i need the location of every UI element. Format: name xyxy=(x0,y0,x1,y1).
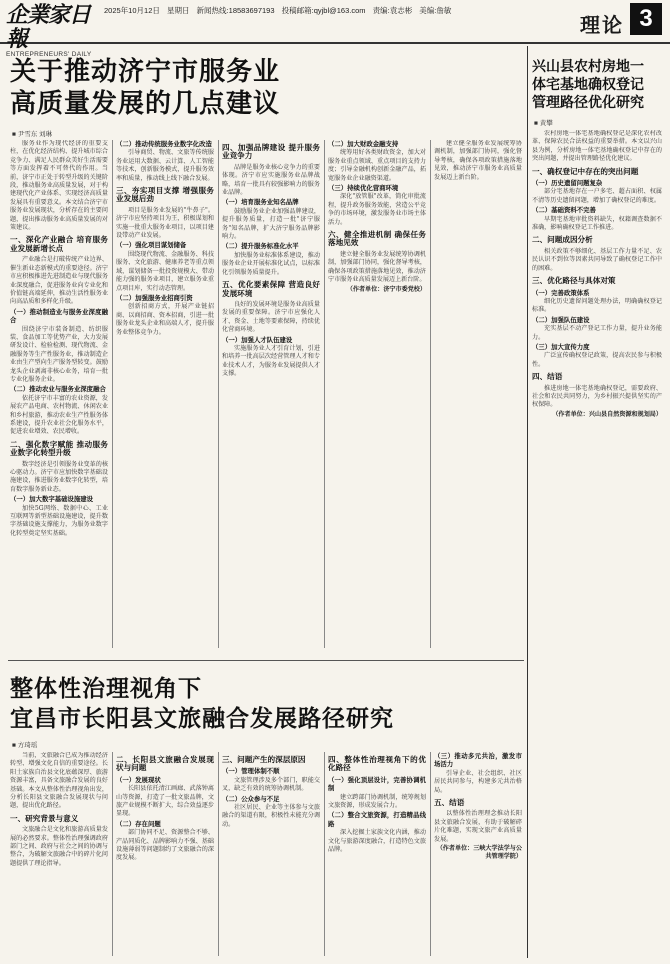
article1-title-line2: 高质量发展的几点建议 xyxy=(10,89,281,119)
news-hotline: 新闻热线:18583697193 xyxy=(196,6,275,15)
article2-author-note: （作者单位：三峡大学法学与公共管理学院） xyxy=(436,845,522,861)
column-divider xyxy=(112,140,113,648)
issue-date: 2025年10月12日 xyxy=(104,6,160,15)
paragraph: 引导商贸、物流、文旅等传统服务业运用大数据、云计算、人工智能等技术，创新服务模式，提升服务效率和质量，推动线上线下融合发展。 xyxy=(116,149,214,182)
column-divider xyxy=(324,140,325,648)
paragraph: 鼓励服务业企业加强品牌建设，提升服务质量，打造一批"济宁服务"知名品牌，扩大济宁服务品牌影响力。 xyxy=(222,207,320,241)
paragraph: 实施服务业人才引育计划，引进和培养一批高层次经营管理人才和专业技术人才，为服务业发展提供人才支撑。 xyxy=(222,344,320,378)
article3-byline: ■ 黄攀 xyxy=(534,120,553,127)
masthead xyxy=(0,0,670,58)
paragraph: 长阳县依托清江画廊、武落钟离山等资源，打造了一批文旅品牌，文旅产业规模不断扩大，综合效益逐步显现。 xyxy=(116,785,214,818)
subsection-heading: （二）加强服务业招商引资 xyxy=(116,293,193,302)
subsection-heading: （二）公众参与不足 xyxy=(222,794,280,803)
article1-column-5 xyxy=(434,140,522,650)
subsection-heading: （二）加大财政金融支持 xyxy=(328,140,399,148)
article3-title-line1: 兴山县农村房地一 xyxy=(532,59,644,75)
section-title: 理论 xyxy=(580,13,624,37)
section-heading: 四、整体性治理视角下的优化路径 xyxy=(328,755,426,773)
paragraph: 早期宅基地审批资料缺失，权籍调查数据不准确，影响确权登记工作推进。 xyxy=(532,215,662,232)
subsection-heading: （一）管理体制不顺 xyxy=(222,767,280,776)
article1-column-4 xyxy=(328,140,426,650)
paragraph: 项目是服务业发展的"牛鼻子"。济宁市应坚持项目为王，积极谋划和实施一批重大服务业项目，以项目建设带动产业发展。 xyxy=(116,206,214,240)
logo-chinese: 企業家日報 xyxy=(6,2,91,52)
column-divider xyxy=(430,752,431,956)
paragraph: 统筹用好各类财政资金，加大对服务业重点领域、重点项目的支持力度；引导金融机构创新金融产品，拓宽服务业企业融资渠道。 xyxy=(328,149,426,182)
paragraph: 推进房地一体宅基地确权登记，需要政府、社会和农民共同努力，为乡村振兴提供坚实的产权保障。 xyxy=(532,384,662,409)
paragraph: 品牌是服务业核心竞争力的重要体现。济宁市应实施服务业品牌战略，培育一批具有较强影响力的服务业品牌。 xyxy=(222,163,320,197)
article1-title-line1: 关于推动济宁市服务业 xyxy=(10,57,281,87)
article1-column-1 xyxy=(10,140,108,650)
subsection-heading: （二）推动传统服务业数字化改造 xyxy=(116,140,212,148)
article2-title-line2: 宜昌市长阳县文旅融合发展路径研究 xyxy=(10,705,394,732)
paragraph: 服务业作为现代经济的重要支柱，在优化经济结构、提升城市综合竞争力、满足人民群众美好生活需要等方面发挥着不可替代的作用。当前，济宁市正处于转型升级的关键阶段，推动服务业高质量发展，对于构建现代化产业体系、实现经济高质量发展具有重要意义。本文结合济宁市服务业发展现状，分析存在的主要问题，提出推动服务业高质量发展的对策建议。 xyxy=(10,140,108,232)
subsection-heading: （一）培育服务业知名品牌 xyxy=(222,198,299,207)
article1-headline xyxy=(10,56,280,120)
article2-column-5 xyxy=(434,752,522,957)
subsection-heading: （三）加大宣传力度 xyxy=(532,342,590,351)
paragraph: 围绕现代物流、金融服务、科技服务、文化旅游、健康养老等重点领域，谋划储备一批投资规模大、带动能力强的服务业项目，建立服务业重点项目库，实行动态管理。 xyxy=(116,250,214,292)
paragraph: 数字经济是引领服务业变革的核心驱动力。济宁市应加快数字基础设施建设，推进服务业数字化转型，培育数字服务新业态。 xyxy=(10,460,108,493)
paragraph: 建立健全服务业发展统筹协调机制，加强部门协同，强化督导考核，确保各项政策措施落地见效，推动济宁市服务业高质量发展迈上新台阶。 xyxy=(328,250,426,284)
article1-column-2 xyxy=(116,140,214,650)
sidebar-divider xyxy=(527,46,528,958)
subsection-heading: （二）提升服务标准化水平 xyxy=(222,242,299,251)
section-heading: 二、长阳县文旅融合发展现状与问题 xyxy=(116,755,214,773)
logo-english: ENTREPRENEURS' DAILY xyxy=(6,51,92,58)
article1-byline: ■ 尹雪东 刘琳 xyxy=(12,131,53,138)
subsection-heading: （一）强化项目谋划储备 xyxy=(116,241,187,250)
paragraph: 深入挖掘土家族文化内涵，推动文化与旅游深度融合，打造特色文旅品牌。 xyxy=(328,829,426,854)
section-heading: 一、研究背景与意义 xyxy=(10,813,79,823)
article3-title-line2: 体宅基地确权登记 xyxy=(532,77,644,93)
column-divider xyxy=(324,752,325,956)
paragraph: 产业融合是打破传统产业边界、催生新业态新模式的重要途径。济宁市应积极推进先进制造业与现代服务业深度融合，促进服务业向专业化和价值链高端延伸，推动生活性服务业向高品质和多样化升级。 xyxy=(10,256,108,306)
section-heading: 五、结语 xyxy=(434,798,465,808)
section-heading: 三、问题产生的深层原因 xyxy=(222,755,306,764)
article3-column xyxy=(532,130,662,956)
paragraph: 加快服务业标准体系建设，推动服务业企业开展标准化试点，以标准化引领服务质量提升。 xyxy=(222,251,320,276)
subsection-heading: （一）历史遗留问题复杂 xyxy=(532,179,603,188)
paragraph: 以整体性治理理念推动长阳县文旅融合发展，有助于破解碎片化难题，实现文旅产业高质量发展。 xyxy=(434,810,522,843)
page-number: 3 xyxy=(630,3,662,35)
paragraph: 加快5G网络、数据中心、工业互联网等新型基础设施建设，提升数字基础设施支撑能力，为服务业数字化转型奠定坚实基础。 xyxy=(10,504,108,537)
section-heading: 一、确权登记中存在的突出问题 xyxy=(532,166,639,176)
dateline xyxy=(104,5,456,16)
column-divider xyxy=(218,752,219,956)
subsection-heading: （二）推动农业与服务业深度融合 xyxy=(10,385,106,394)
section-heading: 一、深化产业融合 培育服务业发展新增长点 xyxy=(10,235,108,253)
subsection-heading: （三）持续优化营商环境 xyxy=(328,184,399,193)
section-heading: 五、优化要素保障 营造良好发展环境 xyxy=(222,280,320,298)
article1-author-note: （作者单位：济宁市委党校） xyxy=(346,285,426,293)
article2-title-line1: 整体性治理视角下 xyxy=(10,675,202,702)
paragraph: 创新招商方式，开展产业链招商、以商招商、资本招商，引进一批服务业龙头企业和高端人才，提升服务业整体竞争力。 xyxy=(116,303,214,336)
paragraph: 建立健全服务业发展统筹协调机制，加强部门协同，强化督导考核，确保各项政策措施落地见效，推动济宁市服务业高质量发展迈上新台阶。 xyxy=(434,140,522,181)
article2-column-1 xyxy=(10,752,108,957)
designer-credit: 美编:詹敏 xyxy=(419,6,452,15)
section-heading: 三、夯实项目支撑 增强服务业发展后劲 xyxy=(116,186,214,204)
article2-byline: ■ 方琦瑶 xyxy=(12,742,38,749)
paragraph: 部门协同不足、资源整合不够、产品同质化、品牌影响力不强、基础设施薄弱等问题制约了文旅融合的深度发展。 xyxy=(116,829,214,862)
subsection-heading: （二）基础资料不完善 xyxy=(532,206,596,215)
section-heading: 二、问题成因分析 xyxy=(532,235,593,245)
paragraph: 相关政策不够细化、基层工作力量不足、农民认识不到位等因素共同导致了确权登记工作中的困难。 xyxy=(532,247,662,272)
article-separator xyxy=(8,660,524,661)
paragraph: 建立跨部门协调机制，统筹规划文旅资源，形成发展合力。 xyxy=(328,793,426,810)
paragraph: 围绕济宁市装备制造、纺织服装、食品加工等优势产业，大力发展研发设计、检验检测、现代物流、金融服务等生产性服务业，推动制造企业由生产型向生产服务型转变。鼓励龙头企业剥离非核心业务，培育一批专业化服务企业。 xyxy=(10,325,108,383)
column-divider xyxy=(112,752,113,956)
article3-headline xyxy=(532,58,662,112)
submission-email: 投稿邮箱:qyjbl@163.com xyxy=(281,6,366,15)
subsection-heading: （一）加强人才队伍建设 xyxy=(222,335,293,344)
article3-title-line3: 管理路径优化研究 xyxy=(532,95,644,111)
article2-column-2 xyxy=(116,752,214,957)
subsection-heading: （一）加大数字基础设施建设 xyxy=(10,495,94,504)
paragraph: 部分宅基地存在一户多宅、超占面积、权属不清等历史遗留问题，增加了确权登记的难度。 xyxy=(532,188,662,204)
column-divider xyxy=(218,140,219,648)
paragraph: 文旅管理涉及多个部门，职能交叉，缺乏有效的统筹协调机制。 xyxy=(222,776,320,793)
subsection-heading: （一）推动制造业与服务业深度融合 xyxy=(10,307,108,325)
paragraph: 当前，文旅融合已成为推动经济转型、增强文化自信的重要途径。长阳土家族自治县文化底蕴深厚、旅游资源丰富，具备文旅融合发展的良好基础。本文从整体性治理视角出发，分析长阳县文旅融合发展现状与问题，提出优化路径。 xyxy=(10,752,108,810)
section-heading: 二、强化数字赋能 推动服务业数字化转型升级 xyxy=(10,439,108,458)
paragraph: 广泛宣传确权登记政策，提高农民参与积极性。 xyxy=(532,352,662,368)
subsection-heading: （二）整合文旅资源，打造精品线路 xyxy=(328,811,426,828)
subsection-heading: （一）强化顶层设计，完善协调机制 xyxy=(328,775,426,793)
article2-column-3 xyxy=(222,752,320,957)
section-heading: 四、加强品牌建设 提升服务业竞争力 xyxy=(222,143,320,161)
subsection-heading: （二）存在问题 xyxy=(116,819,161,828)
article3-author-note: （作者单位：兴山县自然资源和规划局） xyxy=(552,410,662,418)
section-heading: 三、优化路径与具体对策 xyxy=(532,276,616,286)
paragraph: 深化"放管服"改革，简化审批流程，提升政务服务效能，营造公平竞争的市场环境，激发服务业市场主体活力。 xyxy=(328,193,426,226)
paragraph: 依托济宁市丰富的农业资源，发展农产品电商、农村物流、休闲农业和乡村旅游，推动农业生产性服务体系建设，提升农业社会化服务水平，促进农业增效、农民增收。 xyxy=(10,394,108,436)
subsection-heading: （一）发展现状 xyxy=(116,775,161,784)
section-heading: 四、结语 xyxy=(532,372,563,382)
paragraph: 充实基层不动产登记工作力量，提升业务能力。 xyxy=(532,325,662,341)
subsection-heading: （一）完善政策体系 xyxy=(532,288,590,297)
section-heading: 六、健全推进机制 确保任务落地见效 xyxy=(328,230,426,248)
column-divider xyxy=(430,140,431,648)
paragraph: 引导企业、社会组织、社区居民共同参与，构建多元共治格局。 xyxy=(434,769,522,794)
editor-credit: 责编:袁志彬 xyxy=(372,6,413,15)
paragraph: 农村房地一体宅基地确权登记是深化农村改革、保障农民合法权益的重要举措。本文以兴山县为例，分析房地一体宅基地确权登记中存在的突出问题，并提出管理路径优化建议。 xyxy=(532,130,662,163)
subsection-heading: （三）推动多元共治，激发市场活力 xyxy=(434,752,522,769)
paragraph: 文旅融合是文化和旅游高质量发展的必然要求。整体性治理强调政府部门之间、政府与社会之间的协调与整合，为破解文旅融合中的碎片化问题提供了理论指导。 xyxy=(10,826,108,867)
article2-headline xyxy=(10,674,394,734)
article1-column-3 xyxy=(222,140,320,650)
paragraph: 细化历史遗留问题处理办法，明确确权登记标准。 xyxy=(532,297,662,314)
paragraph: 社区居民、企业等主体参与文旅融合的渠道有限，积极性未能充分调动。 xyxy=(222,804,320,828)
paragraph: 良好的发展环境是服务业高质量发展的重要保障。济宁市应强化人才、资金、土地等要素保障，持续优化营商环境。 xyxy=(222,300,320,334)
subsection-heading: （二）加强队伍建设 xyxy=(532,315,590,324)
newspaper-logo xyxy=(6,2,98,58)
article2-column-4 xyxy=(328,752,426,957)
issue-weekday: 星期日 xyxy=(166,6,190,15)
